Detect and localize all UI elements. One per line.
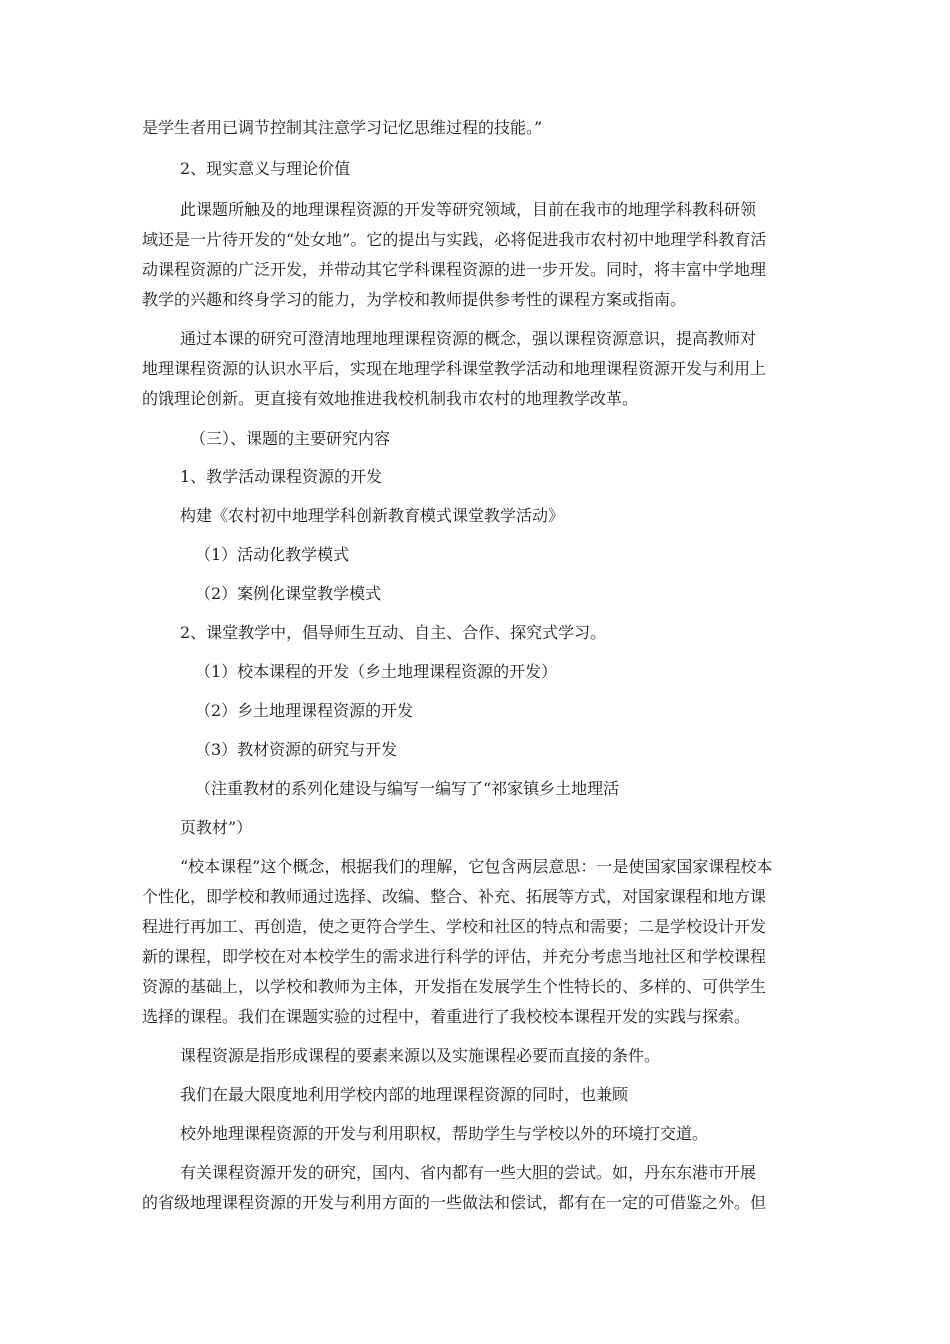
paragraph-line-8: 地理课程资源的认识水平后，实现在地理学科课堂教学活动和地理课程资源开发与利用上 (142, 359, 767, 378)
paragraph-line-6: 教学的兴趣和终身学习的能力，为学校和教师提供参考性的课程方案或指南。 (142, 290, 687, 309)
paragraph-line-27: 课程资源是指形成课程的要素来源以及实施课程必要而直接的条件。 (180, 1046, 661, 1065)
section-heading-practical-significance: 2、现实意义与理论价值 (180, 159, 351, 178)
section-heading-research-content: （三）、课题的主要研究内容 (190, 429, 391, 448)
paragraph-line-31: 的省级地理课程资源的开发与利用方面的一些做法和偿试，都有在一定的可借鉴之外。但 (142, 1193, 767, 1212)
paragraph-line-21: “校本课程”这个概念，根据我们的理解，它包含两层意思：一是使国家国家课程校本 (180, 857, 773, 876)
list-item-2-2: （2）乡土地理课程资源的开发 (195, 701, 414, 720)
note-line-2: 页教材”） (180, 818, 253, 837)
paragraph-line-30: 有关课程资源开发的研究，国内、省内都有一些大胆的尝试。如，丹东东港市开展 (180, 1163, 757, 1182)
paragraph-line-26: 选择的课程。我们在课题实验的过程中，着重进行了我校校本课程开发的实践与探索。 (142, 1007, 751, 1026)
paragraph-line-12: 构建《农村初中地理学科创新教育模式课堂教学活动》 (180, 506, 565, 525)
paragraph-line-4: 域还是一片待开发的“处女地”。它的提出与实践，必将促进我市农村初中地理学科教育活 (142, 230, 767, 249)
list-item-2-3: （3）教材资源的研究与开发 (195, 740, 398, 759)
subheading-teaching-activity: 1、教学活动课程资源的开发 (180, 467, 383, 486)
paragraph-line-5: 动课程资源的广泛开发，并带动其它学科课程资源的进一步开发。同时，将丰富中学地理 (142, 260, 767, 279)
paragraph-line-28: 我们在最大限度地利用学校内部的地理课程资源的同时，也兼顾 (180, 1085, 629, 1104)
list-item-1-2: （2）案例化课堂教学模式 (195, 584, 382, 603)
note-line-1: （注重教材的系列化建设与编写一编写了“祁家镇乡土地理活 (195, 779, 620, 798)
paragraph-line-22: 个性化，即学校和教师通过选择、改编、整合、补充、拓展等方式，对国家课程和地方课 (142, 887, 767, 906)
paragraph-line-9: 的饿理论创新。更直接有效地推进我校机制我市农村的地理教学改革。 (142, 389, 639, 408)
paragraph-line-29: 校外地理课程资源的开发与利用职权，帮助学生与学校以外的环境打交道。 (180, 1124, 709, 1143)
list-item-2-1: （1）校本课程的开发（乡土地理课程资源的开发） (195, 662, 558, 681)
paragraph-line-23: 程进行再加工、再创造，使之更符合学生、学校和社区的特点和需要；二是学校设计开发 (142, 917, 767, 936)
paragraph-line-25: 资源的基础上，以学校和教师为主体，开发指在发展学生个性特长的、多样的、可供学生 (142, 977, 767, 996)
list-item-1-1: （1）活动化教学模式 (195, 545, 350, 564)
subheading-classroom-teaching: 2、课堂教学中，倡导师生互动、自主、合作、探究式学习。 (180, 623, 607, 642)
paragraph-line-1: 是学生者用已调节控制其注意学习记忆思维过程的技能。” (142, 118, 543, 137)
paragraph-line-7: 通过本课的研究可澄清地理地理课程资源的概念，强以课程资源意识，提高教师对 (180, 329, 757, 348)
paragraph-line-3: 此课题所触及的地理课程资源的开发等研究领域，目前在我市的地理学科教科研领 (180, 200, 757, 219)
paragraph-line-24: 新的课程，即学校在对本校学生的需求进行科学的评估，并充分考虑当地社区和学校课程 (142, 947, 767, 966)
